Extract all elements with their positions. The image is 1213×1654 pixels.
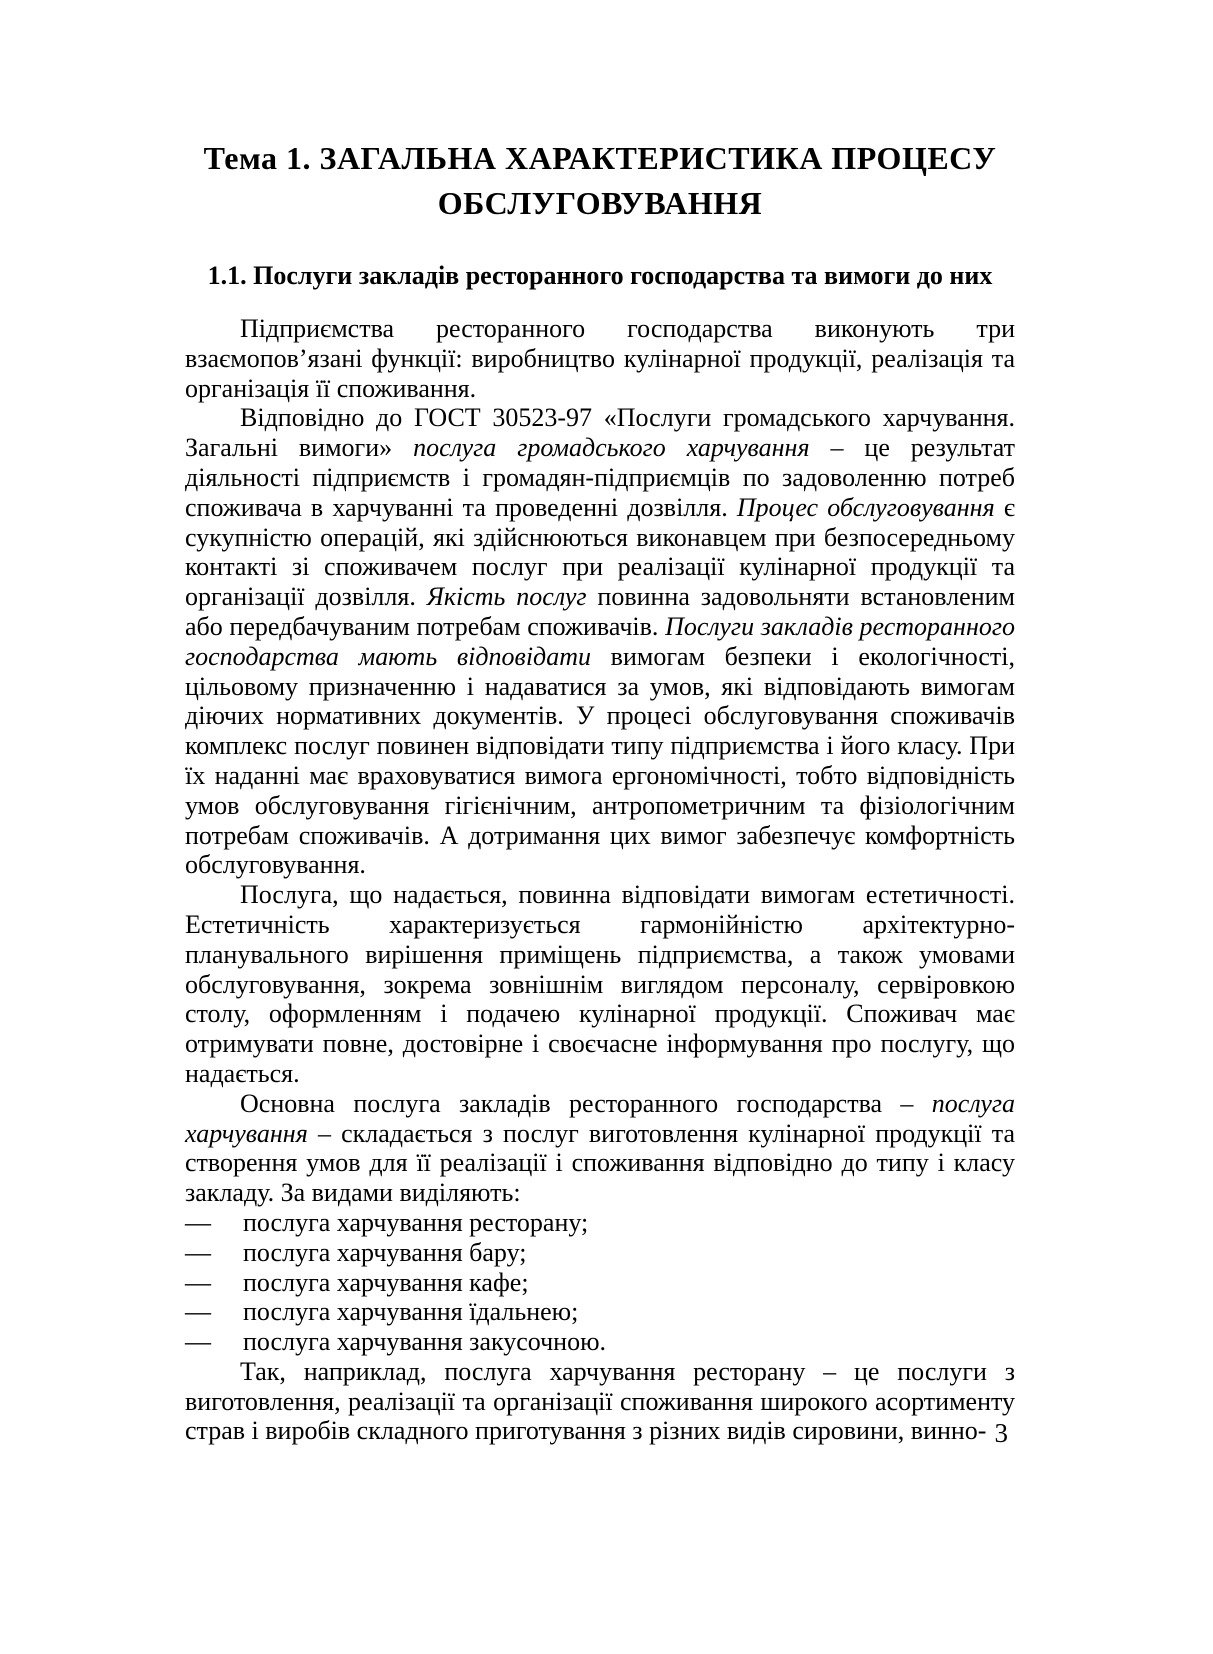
list-dash-marker: — [185,1207,211,1237]
document-body [185,314,1015,1446]
text-run: послуга харчування закусочною. [243,1327,607,1357]
list-item [185,1208,1015,1238]
list-item-text [243,1297,1015,1327]
text-run: – це результат діяльності підприємств і громадян-підприємців по задоволенню потреб споживача в харчуванні та проведенні дозвілля. [185,433,1015,522]
paragraph [185,1089,1015,1208]
list-item [185,1297,1015,1327]
list-dash-marker: — [185,1237,211,1267]
paragraph [185,880,1015,1089]
text-run: Відповідно до ГОСТ 30523-97 «Послуги громадського харчування. Загальні вимоги» [185,403,1015,463]
list-item [185,1268,1015,1298]
page-number: 3 [994,1418,1008,1448]
list-item [185,1238,1015,1268]
text-run: послуга харчування ресторану; [243,1207,589,1237]
text-run: повинна задовольняти встановленим або передбачуваним потребам споживачів. [185,582,1016,641]
list-dash-marker: — [185,1297,211,1327]
section-heading: 1.1. Послуги закладів ресторанного господарства та вимоги до них [207,261,993,290]
italic-text-run: Послуги закладів ресторанного господарства мають відповідати [185,611,1015,671]
text-run: вимогам безпеки і екологічності, цільовому призначенню і надаватися за умов, які відповідають вимогам діючих нормативних документів. У процесі обслуговування споживачів комплекс послуг повинен відповідати типу підприємства і його класу. При їх наданні має враховуватися вимога ергономічності, тобто відповідність умов обслуговування гігієнічним, антропометричним та фізіологічним потребам споживачів. А дотримання цих вимог забезпечує комфортність обслуговування. [185,641,1015,880]
paragraph [185,403,1015,880]
list-item-text [243,1238,1015,1268]
list-item-text [243,1208,1015,1238]
text-run: послуга харчування кафе; [243,1267,529,1297]
text-run: послуга харчування їдальнею; [243,1297,579,1327]
paragraph [185,1357,1015,1446]
text-run: послуга харчування бару; [243,1237,527,1267]
page-title: Тема 1. ЗАГАЛЬНА ХАРАКТЕРИСТИКА ПРОЦЕСУ ОБСЛУГОВУВАННЯ [203,140,997,221]
list-item-text [243,1268,1015,1298]
text-run: Основна послуга закладів ресторанного господарства – [240,1088,932,1118]
italic-text-run: Процес обслуговування [736,492,995,522]
list-dash-marker: — [185,1327,211,1357]
text-run: Послуга, що надається, повинна відповідати вимогам естетичності. Естетичність характеризується гармонійністю архітектурно-планувального вирішення приміщень підприємства, а також умовами обслуговування, зокрема зовнішнім виглядом персоналу, сервіровкою столу, оформленням і подачею кулінарної продукції. Споживач має отримувати повне, достовірне і своєчасне інформування про послугу, що надається. [185,880,1015,1088]
italic-text-run: послуга харчування [185,1088,1015,1148]
paragraph [185,314,1015,403]
text-run: є сукупністю операцій, які здійснюються виконавцем при безпосередньому контакті зі споживачем послуг при реалізації кулінарної продукції та організації дозвілля. [185,492,1015,612]
list-item-text [243,1327,1015,1357]
text-run: Підприємства ресторанного господарства виконують три взаємопов’язані функції: виробництво кулінарної продукції, реалізація та організація її споживання. [185,314,1015,403]
text-run: Так, наприклад, послуга харчування ресторану – це послуги з виготовлення, реалізації та організації споживання широкого асортименту страв і виробів складного приготування з різних видів сировини, винно- [185,1356,1015,1446]
italic-text-run: послуга громадського харчування [413,433,810,463]
list-item [185,1327,1015,1357]
text-run: – складається з послуг виготовлення кулінарної продукції та створення умов для її реалізації і споживання відповідно до типу і класу закладу. За видами виділяють: [185,1118,1015,1208]
italic-text-run: Якість послуг [426,582,587,612]
list-dash-marker: — [185,1267,211,1297]
